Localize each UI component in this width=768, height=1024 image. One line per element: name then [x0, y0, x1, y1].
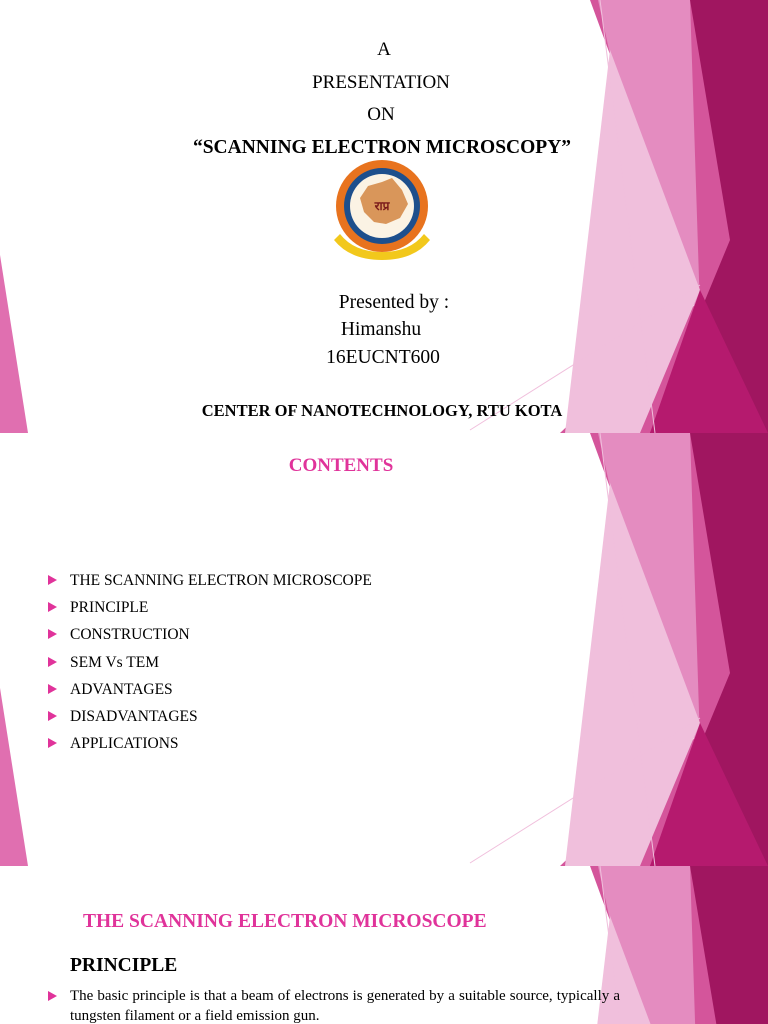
rtu-university-seal-icon — [330, 160, 434, 262]
bullet-triangle-icon — [48, 684, 57, 694]
contents-heading: CONTENTS — [288, 455, 394, 476]
section-heading: THE SCANNING ELECTRON MICROSCOPE — [83, 911, 487, 932]
bullet-triangle-icon — [48, 738, 57, 748]
presentation-title: “SCANNING ELECTRON MICROSCOPY” — [192, 137, 572, 158]
line-a: A — [377, 39, 391, 60]
bullet-triangle-icon — [48, 602, 57, 612]
list-item: THE SCANNING ELECTRON MICROSCOPE — [48, 571, 372, 598]
list-item: APPLICATIONS — [48, 734, 372, 761]
principle-subheading: PRINCIPLE — [70, 955, 178, 976]
principle-text: The basic principle is that a beam of electrons is generated by a suitable source, typically a tungsten filament or a field emission gun. — [70, 988, 620, 1024]
presented-by-label: Presented by : — [338, 292, 450, 313]
list-item: PRINCIPLE — [48, 598, 372, 625]
list-item: ADVANTAGES — [48, 680, 372, 707]
bullet-triangle-icon — [48, 991, 57, 1001]
institution-name: CENTER OF NANOTECHNOLOGY, RTU KOTA — [201, 401, 563, 420]
list-item: DISADVANTAGES — [48, 707, 372, 734]
list-item: SEM Vs TEM — [48, 653, 372, 680]
slide-title — [0, 0, 768, 433]
presenter-name: Himanshu — [340, 319, 422, 340]
bullet-triangle-icon — [48, 657, 57, 667]
roll-number: 16EUCNT600 — [326, 347, 440, 368]
contents-list — [48, 571, 372, 761]
slide-contents — [0, 433, 768, 866]
seal-center-text: राप्र — [374, 199, 390, 213]
principle-bullet — [48, 986, 620, 1024]
bullet-triangle-icon — [48, 629, 57, 639]
bullet-triangle-icon — [48, 711, 57, 721]
line-presentation: PRESENTATION — [312, 72, 450, 93]
slide-principle — [0, 866, 768, 1024]
bullet-triangle-icon — [48, 575, 57, 585]
line-on: ON — [367, 104, 395, 125]
list-item: CONSTRUCTION — [48, 625, 372, 652]
